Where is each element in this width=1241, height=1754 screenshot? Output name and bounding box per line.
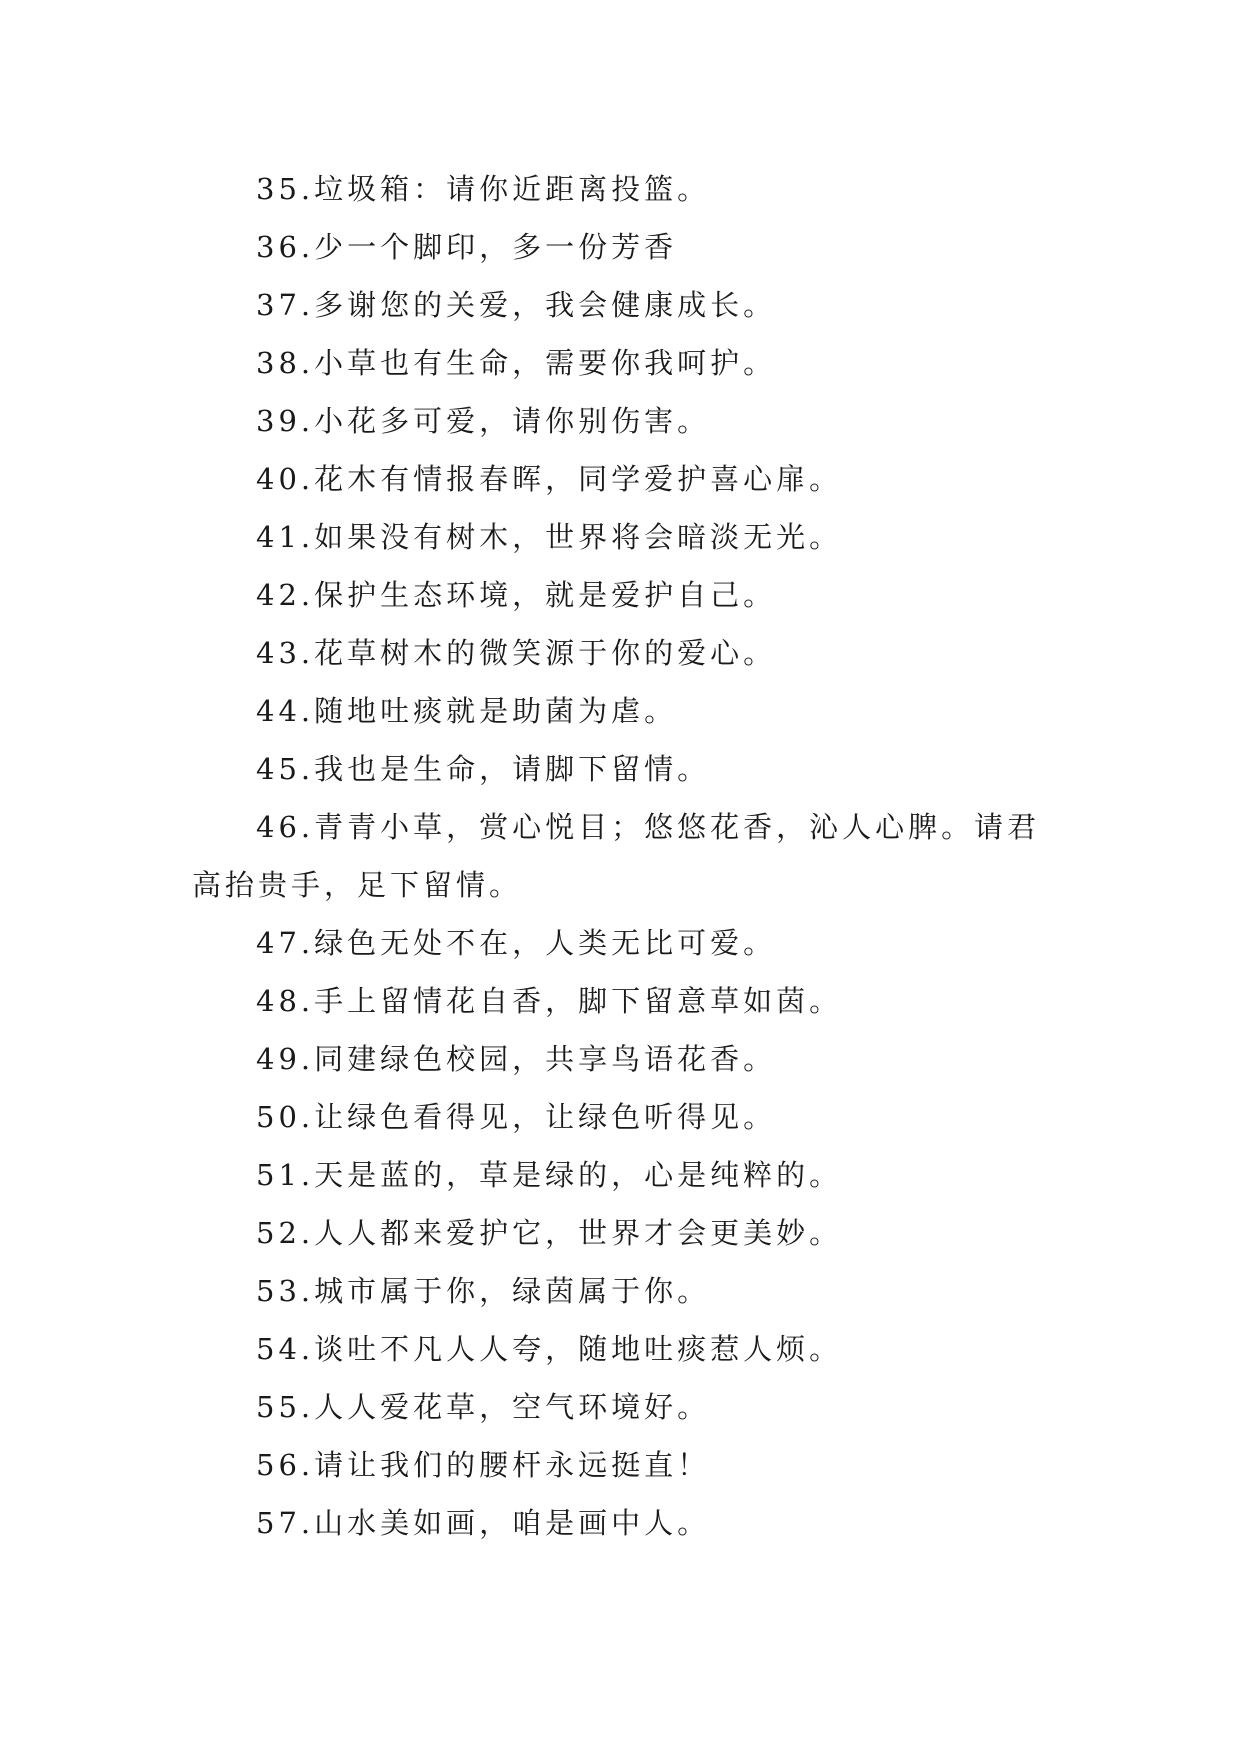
list-item: 42.保护生态环境，就是爱护自己。 <box>256 578 777 612</box>
list-item: 39.小花多可爱，请你别伤害。 <box>256 404 711 438</box>
list-item: 54.谈吐不凡人人夸，随地吐痰惹人烦。 <box>256 1332 843 1366</box>
list-item: 55.人人爱花草，空气环境好。 <box>256 1390 711 1424</box>
list-item: 37.多谢您的关爱，我会健康成长。 <box>256 288 777 322</box>
list-item: 49.同建绿色校园，共享鸟语花香。 <box>256 1042 777 1076</box>
list-item: 41.如果没有树木，世界将会暗淡无光。 <box>256 520 843 554</box>
list-item: 52.人人都来爱护它，世界才会更美妙。 <box>256 1216 843 1250</box>
list-item: 40.花木有情报春晖，同学爱护喜心扉。 <box>256 462 843 496</box>
list-item: 53.城市属于你，绿茵属于你。 <box>256 1274 711 1308</box>
list-item: 36.少一个脚印，多一份芳香 <box>256 230 678 264</box>
list-item: 45.我也是生命，请脚下留情。 <box>256 752 711 786</box>
list-item: 43.花草树木的微笑源于你的爱心。 <box>256 636 777 670</box>
list-item: 47.绿色无处不在，人类无比可爱。 <box>256 926 777 960</box>
list-item: 56.请让我们的腰杆永远挺直！ <box>256 1448 711 1482</box>
list-item: 35.垃圾箱：请你近距离投篮。 <box>256 172 711 206</box>
slogan-list <box>192 160 1062 1552</box>
list-item: 48.手上留情花自香，脚下留意草如茵。 <box>256 984 843 1018</box>
list-item: 50.让绿色看得见，让绿色听得见。 <box>256 1100 777 1134</box>
list-item: 44.随地吐痰就是助菌为虐。 <box>256 694 678 728</box>
list-item: 57.山水美如画，咱是画中人。 <box>256 1506 711 1540</box>
list-item: 46.青青小草，赏心悦目；悠悠花香，沁人心脾。请君 <box>256 810 1041 844</box>
list-item: 51.天是蓝的，草是绿的，心是纯粹的。 <box>256 1158 843 1192</box>
list-item: 38.小草也有生命，需要你我呵护。 <box>256 346 777 380</box>
list-item-continuation: 高抬贵手，足下留情。 <box>192 868 523 902</box>
